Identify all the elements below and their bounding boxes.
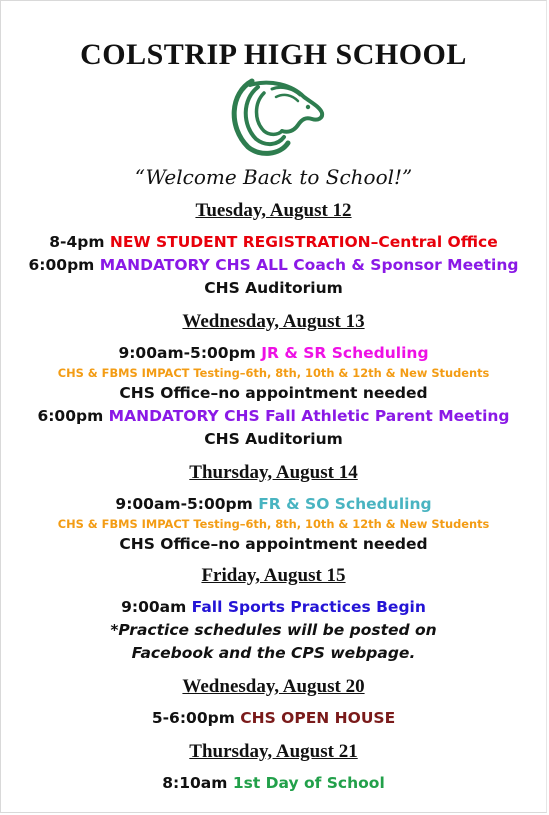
day-heading: Tuesday, August 12	[195, 200, 352, 221]
event-title: MANDATORY CHS ALL Coach & Sponsor Meeting	[99, 256, 519, 274]
event-line	[1, 707, 546, 730]
event-line	[1, 254, 546, 277]
event-title: JR & SR Scheduling	[261, 344, 429, 362]
day-heading: Thursday, August 21	[189, 741, 358, 762]
event-location: CHS Office–no appointment needed	[119, 384, 428, 402]
event-location: CHS Office–no appointment needed	[119, 535, 428, 553]
event-location: CHS Auditorium	[204, 279, 343, 297]
event-title: Fall Sports Practices Begin	[191, 598, 426, 616]
event-subtext: CHS & FBMS IMPACT Testing–6th, 8th, 10th & 12th & New Students	[57, 366, 490, 380]
event-time: 8-4pm	[49, 233, 105, 251]
event-line	[1, 493, 546, 516]
event-time: 9:00am-5:00pm	[118, 344, 256, 362]
event-location: CHS Auditorium	[204, 430, 343, 448]
page-title: COLSTRIP HIGH SCHOOL	[80, 38, 467, 71]
event-line	[1, 596, 546, 619]
event-line	[1, 231, 546, 254]
event-line	[1, 342, 546, 365]
day-heading: Wednesday, August 13	[182, 311, 365, 332]
event-title: MANDATORY CHS Fall Athletic Parent Meeting	[108, 407, 510, 425]
event-time: 5-6:00pm	[151, 709, 235, 727]
event-time: 9:00am-5:00pm	[115, 495, 253, 513]
event-title: CHS OPEN HOUSE	[240, 709, 396, 727]
event-note: Facebook and the CPS webpage.	[131, 644, 416, 662]
event-note: *Practice schedules will be posted on	[110, 621, 437, 639]
day-heading: Thursday, August 14	[189, 462, 358, 483]
event-title: FR & SO Scheduling	[258, 495, 432, 513]
event-title: 1st Day of School	[232, 774, 385, 792]
event-title: NEW STUDENT REGISTRATION–Central Office	[109, 233, 498, 251]
event-subtext: CHS & FBMS IMPACT Testing–6th, 8th, 10th & 12th & New Students	[57, 517, 490, 531]
welcome-heading: “Welcome Back to School!”	[134, 165, 413, 189]
event-time: 6:00pm	[28, 256, 95, 274]
event-line	[1, 772, 546, 795]
event-time: 9:00am	[121, 598, 187, 616]
day-heading: Friday, August 15	[201, 565, 346, 586]
event-line	[1, 405, 546, 428]
mustang-logo-icon	[222, 75, 326, 157]
event-time: 8:10am	[162, 774, 228, 792]
day-heading: Wednesday, August 20	[182, 676, 365, 697]
event-time: 6:00pm	[37, 407, 104, 425]
